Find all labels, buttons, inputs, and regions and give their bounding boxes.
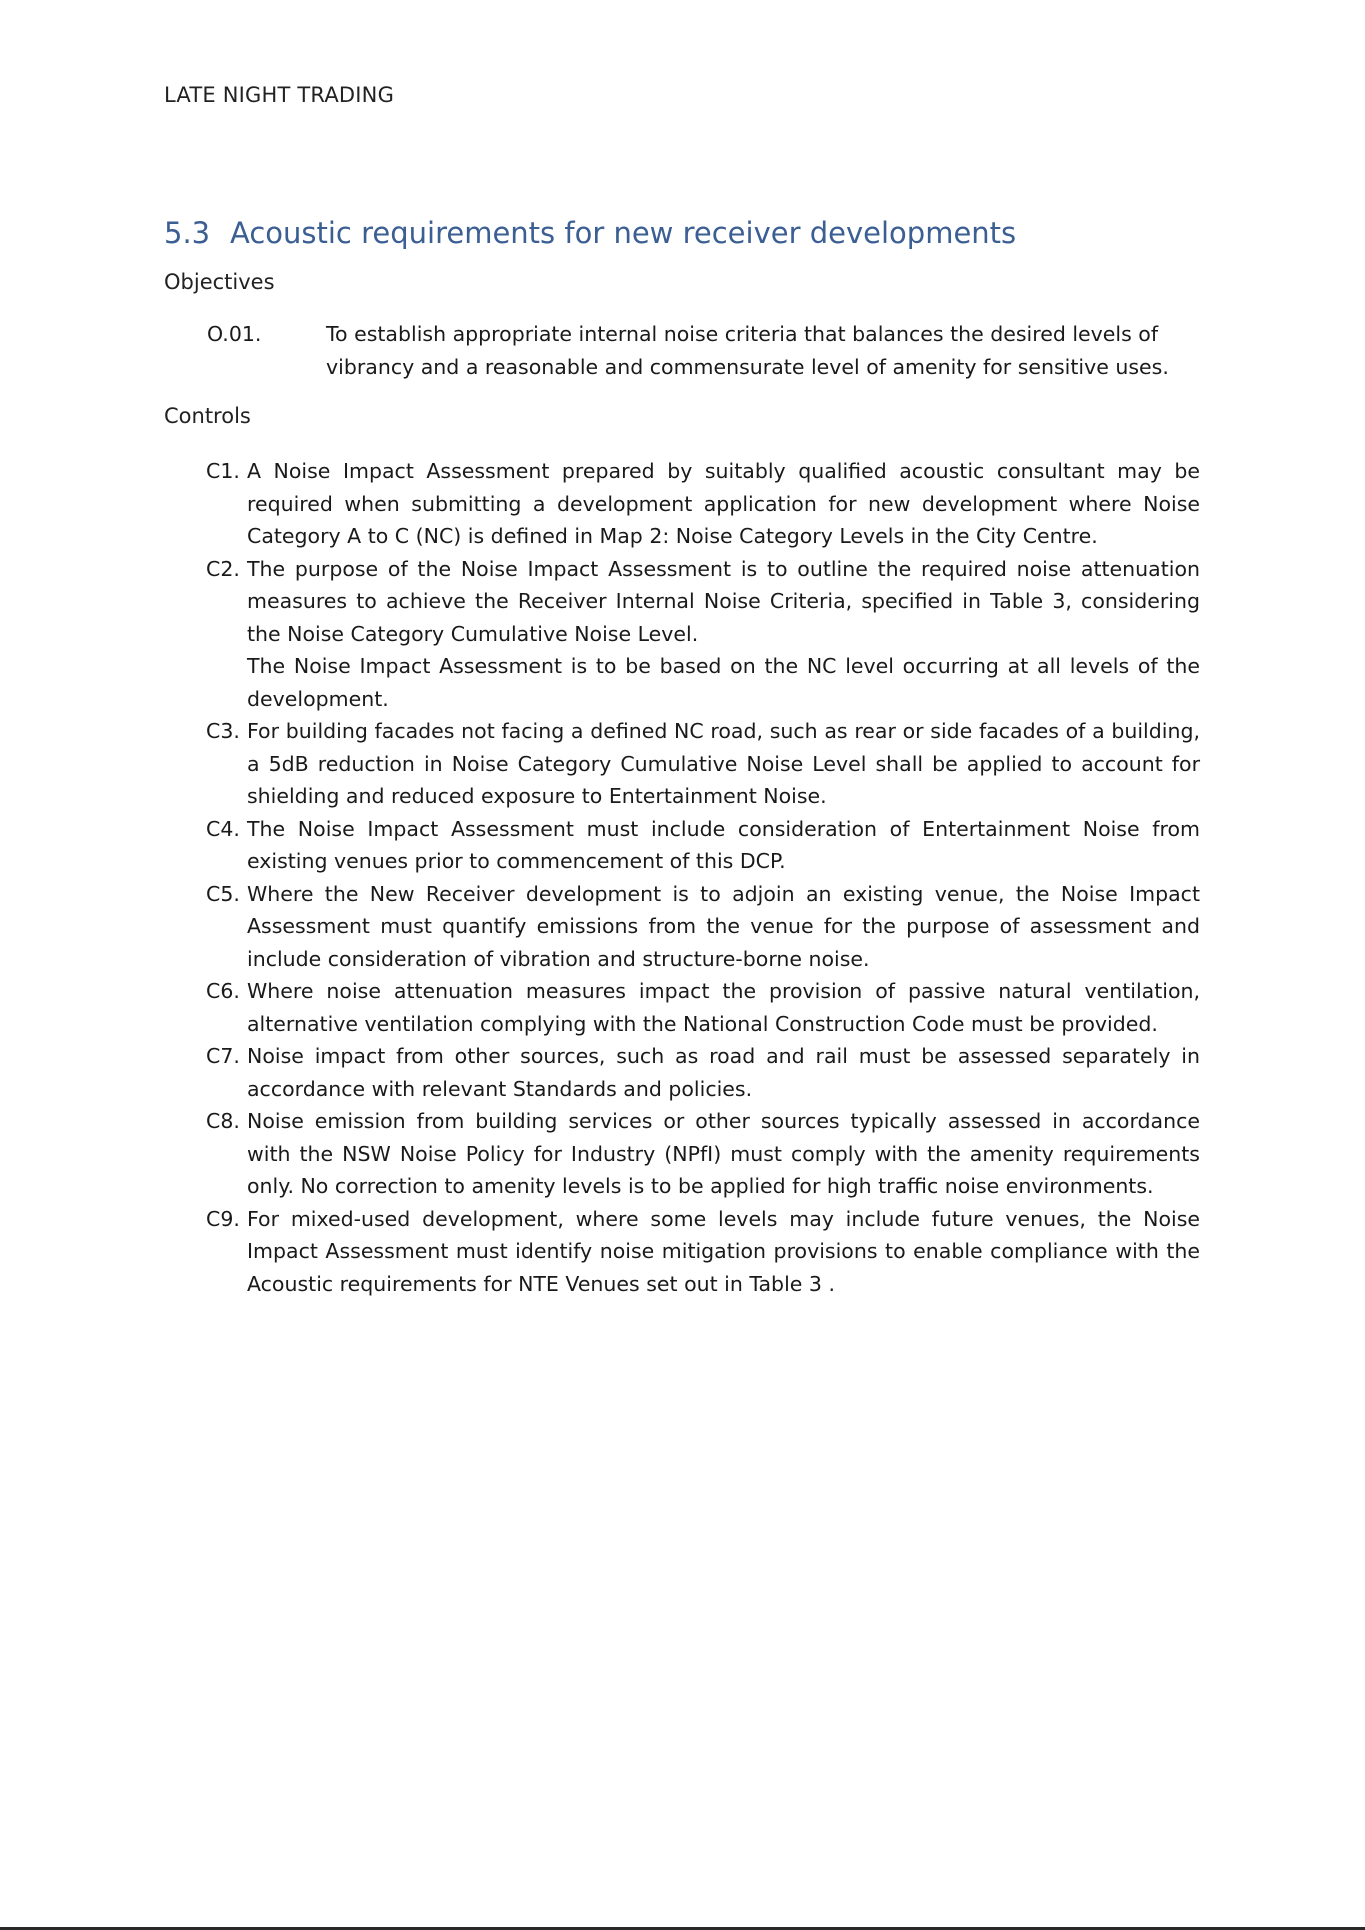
control-code: C4. bbox=[206, 816, 240, 841]
control-text: For mixed-used development, where some levels may include future venues, the Noise Impact Assessment must identify noise mitigation provisions to enable compliance with the Acoustic requirements for NTE Venues set out in Table 3 . bbox=[247, 1206, 1200, 1296]
controls-heading: Controls bbox=[164, 404, 251, 428]
control-item bbox=[206, 1040, 1200, 1105]
control-item bbox=[206, 878, 1200, 976]
control-text: Where the New Receiver development is to adjoin an existing venue, the Noise Impact Assessment must quantify emissions from the venue for the purpose of assessment and include consideration of vibration and structure-borne noise. bbox=[247, 881, 1200, 971]
control-item bbox=[206, 715, 1200, 813]
controls-list bbox=[206, 455, 1200, 1300]
control-code: C9. bbox=[206, 1206, 240, 1231]
control-code: C8. bbox=[206, 1109, 240, 1133]
section-heading bbox=[164, 216, 1016, 250]
section-title: Acoustic requirements for new receiver developments bbox=[230, 216, 1017, 250]
control-text: A Noise Impact Assessment prepared by suitably qualified acoustic consultant may be required when submitting a development application for new development where Noise Category A to C (NC) is defined in Map 2: Noise Category Levels in the City Centre. bbox=[247, 459, 1200, 548]
control-item bbox=[206, 455, 1200, 553]
objective-text: To establish appropriate internal noise criteria that balances the desired levels of vibrancy and a reasonable and commensurate level of amenity for sensitive uses. bbox=[326, 322, 1169, 379]
control-text: The Noise Impact Assessment must include consideration of Entertainment Noise from existing venues prior to commencement of this DCP. bbox=[247, 816, 1200, 873]
control-code: C5. bbox=[206, 881, 240, 906]
control-item bbox=[206, 1203, 1200, 1301]
control-code: C7. bbox=[206, 1044, 240, 1068]
control-code: C3. bbox=[206, 719, 240, 743]
control-text: For building facades not facing a defined NC road, such as rear or side facades of a building, a 5dB reduction in Noise Category Cumulative Noise Level shall be applied to account for shielding and reduced exposure to Entertainment Noise. bbox=[247, 719, 1200, 808]
control-code: C2. bbox=[206, 556, 240, 581]
control-item bbox=[206, 1105, 1200, 1203]
control-extra-text: The Noise Impact Assessment is to be based on the NC level occurring at all levels of the development. bbox=[247, 654, 1200, 711]
control-code: C1. bbox=[206, 459, 240, 483]
control-text: Noise impact from other sources, such as road and rail must be assessed separately in accordance with relevant Standards and policies. bbox=[247, 1044, 1200, 1101]
objectives-heading: Objectives bbox=[164, 270, 275, 294]
objective-code: O.01. bbox=[207, 322, 262, 346]
control-text: The purpose of the Noise Impact Assessment is to outline the required noise attenuation measures to achieve the Receiver Internal Noise Criteria, specified in Table 3, considering the Noise Category Cumulative Noise Level. bbox=[247, 556, 1200, 646]
control-item bbox=[206, 813, 1200, 878]
control-code: C6. bbox=[206, 979, 240, 1003]
control-text: Noise emission from building services or other sources typically assessed in accordance with the NSW Noise Policy for Industry (NPfI) must comply with the amenity requirements only. No correction to amenity levels is to be applied for high traffic noise environments. bbox=[247, 1109, 1200, 1198]
section-number: 5.3 bbox=[164, 216, 211, 250]
running-header: LATE NIGHT TRADING bbox=[164, 83, 395, 107]
control-text: Where noise attenuation measures impact the provision of passive natural ventilation, alternative ventilation complying with the National Construction Code must be provided. bbox=[247, 979, 1200, 1036]
control-item bbox=[206, 975, 1200, 1040]
control-item bbox=[206, 553, 1200, 716]
